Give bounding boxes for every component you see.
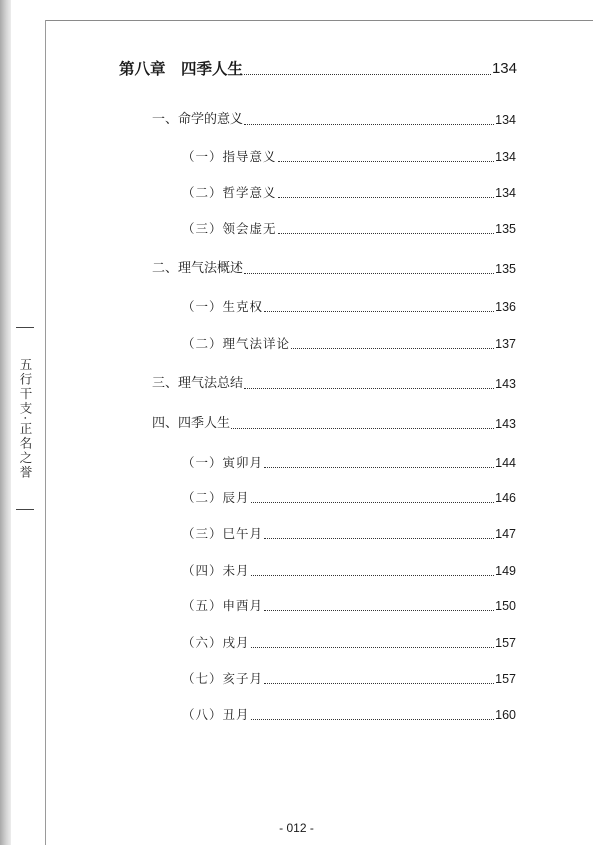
toc-leader-dots: [264, 609, 494, 611]
toc-entry-page: 144: [495, 456, 516, 470]
toc-entry-label: （三）巳午月: [182, 526, 264, 541]
toc-leader-dots: [251, 574, 495, 576]
side-running-title: [16, 327, 34, 510]
toc-entry-page: 134: [495, 113, 516, 127]
toc-leader-dots: [231, 427, 494, 429]
toc-entry-label: （六）戌月: [182, 635, 250, 650]
toc-leader-dots: [251, 718, 495, 720]
toc-entry-label: （二）哲学意义: [182, 185, 277, 200]
toc-chapter-page: 134: [491, 60, 517, 77]
toc-entry-page: 157: [495, 672, 516, 686]
toc-entry-label: 四、四季人生: [152, 416, 231, 431]
toc-leader-dots: [244, 272, 494, 274]
toc-section-entry[interactable]: [152, 376, 516, 392]
toc-subsection-entry[interactable]: [182, 455, 516, 471]
toc-subsection-entry[interactable]: [182, 598, 516, 614]
toc-entry-page: 157: [495, 636, 516, 650]
toc-subsection-entry[interactable]: [182, 185, 516, 201]
book-spine-shadow: [0, 0, 11, 845]
toc-section-entry[interactable]: [152, 261, 516, 277]
toc-subsection-entry[interactable]: [182, 336, 516, 352]
toc-entry-page: 137: [495, 337, 516, 351]
toc-entry-page: 146: [495, 491, 516, 505]
toc-entry-page: 150: [495, 599, 516, 613]
toc-entry-label: （三）领会虚无: [182, 221, 277, 236]
toc-leader-dots: [264, 537, 494, 539]
side-running-title-text: 五行干支·正名之誉: [18, 357, 33, 480]
toc-entry-page: 135: [495, 222, 516, 236]
toc-entry-page: 134: [495, 186, 516, 200]
toc-leader-dots: [278, 160, 495, 162]
toc-entry-label: （八）丑月: [182, 707, 250, 722]
top-rule: [46, 20, 593, 21]
toc-entry-label: 一、命学的意义: [152, 112, 244, 127]
toc-leader-dots: [244, 387, 494, 389]
toc-entry-label: （四）未月: [182, 563, 250, 578]
toc-entry-label: （一）指导意义: [182, 149, 277, 164]
toc-entry-page: 149: [495, 564, 516, 578]
toc-leader-dots: [278, 196, 495, 198]
page-number: - 012 -: [279, 821, 314, 835]
toc-subsection-entry[interactable]: [182, 299, 516, 315]
toc-chapter-entry[interactable]: [119, 60, 517, 78]
toc-entry-page: 160: [495, 708, 516, 722]
toc-leader-dots: [264, 682, 494, 684]
toc-subsection-entry[interactable]: [182, 490, 516, 506]
toc-leader-dots: [251, 646, 495, 648]
toc-leader-dots: [264, 310, 494, 312]
toc-entry-label: （一）生克权: [182, 299, 264, 314]
toc-leader-dots: [278, 232, 495, 234]
toc-entry-page: 135: [495, 262, 516, 276]
toc-entry-page: 143: [495, 417, 516, 431]
toc-subsection-entry[interactable]: [182, 707, 516, 723]
left-margin-rule: [45, 20, 46, 845]
toc-entry-label: （一）寅卯月: [182, 455, 264, 470]
toc-entry-label: 二、理气法概述: [152, 261, 244, 276]
toc-entry-label: （二）理气法详论: [182, 336, 291, 351]
toc-leader-dots: [244, 73, 491, 75]
toc-entry-label: （五）申酉月: [182, 598, 264, 613]
toc-subsection-entry[interactable]: [182, 526, 516, 542]
toc-entry-label: 三、理气法总结: [152, 376, 244, 391]
toc-leader-dots: [244, 123, 494, 125]
toc-subsection-entry[interactable]: [182, 671, 516, 687]
toc-entry-page: 134: [495, 150, 516, 164]
toc-leader-dots: [291, 347, 494, 349]
toc-entry-label: （二）辰月: [182, 490, 250, 505]
toc-entry-page: 147: [495, 527, 516, 541]
toc-section-entry[interactable]: [152, 416, 516, 432]
toc-leader-dots: [264, 466, 494, 468]
toc-subsection-entry[interactable]: [182, 221, 516, 237]
toc-entry-page: 143: [495, 377, 516, 391]
toc-subsection-entry[interactable]: [182, 563, 516, 579]
toc-leader-dots: [251, 501, 495, 503]
toc-subsection-entry[interactable]: [182, 149, 516, 165]
toc-entry-label: （七）亥子月: [182, 671, 264, 686]
toc-subsection-entry[interactable]: [182, 635, 516, 651]
toc-section-entry[interactable]: [152, 112, 516, 128]
toc-entry-page: 136: [495, 300, 516, 314]
toc-chapter-label: 第八章 四季人生: [119, 60, 244, 78]
